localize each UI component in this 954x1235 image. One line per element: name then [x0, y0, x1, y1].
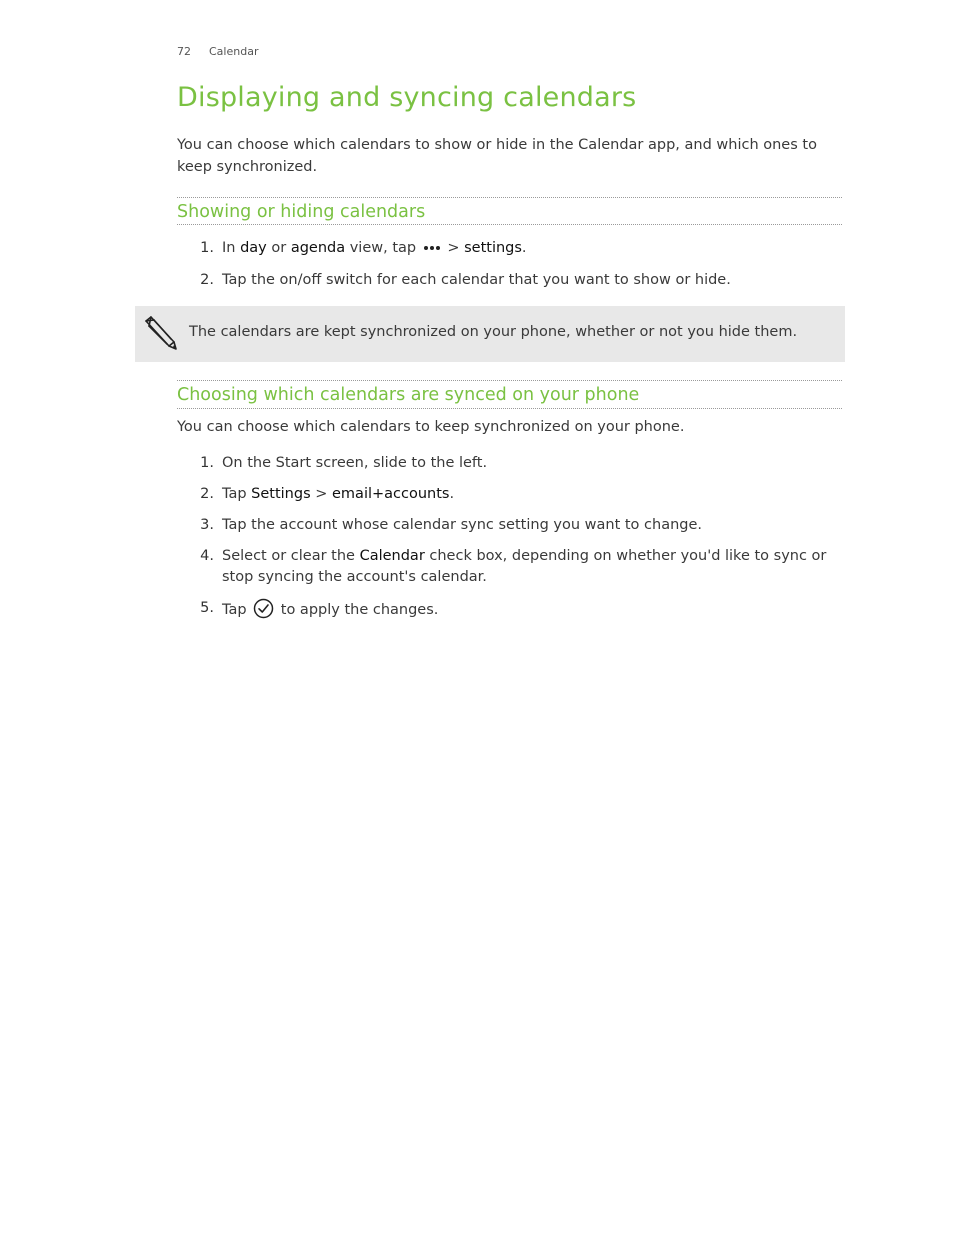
- section-body: You can choose which calendars to keep synchronized on your phone.: [177, 419, 685, 435]
- section-heading-showing-hiding: Showing or hiding calendars: [177, 197, 842, 225]
- term-settings: Settings: [251, 486, 311, 502]
- step-text: Tap: [222, 602, 252, 618]
- step-number: 1.: [200, 240, 214, 256]
- step-text: >: [442, 240, 465, 256]
- steps-list-showing-hiding: [177, 238, 843, 291]
- note-box: [135, 306, 845, 362]
- section-heading-choosing-synced: Choosing which calendars are synced on your phone: [177, 380, 842, 409]
- list-item: [177, 598, 843, 621]
- header-section: Calendar: [209, 45, 259, 58]
- more-dots-icon: [423, 245, 441, 251]
- step-text: .: [521, 240, 527, 256]
- list-item: [177, 546, 843, 588]
- step-text: Tap the on/off switch for each calendar that you want to show or hide.: [222, 272, 731, 288]
- step-number: 2.: [200, 486, 214, 502]
- term-agenda: agenda: [290, 240, 346, 256]
- list-item: [177, 238, 843, 259]
- step-text: Tap: [222, 486, 252, 502]
- page-title: Displaying and syncing calendars: [177, 82, 637, 113]
- step-text: Select or clear the: [222, 548, 360, 564]
- step-number: 5.: [200, 600, 214, 616]
- check-circle-icon: [253, 598, 274, 619]
- intro-paragraph: You can choose which calendars to show or hide in the Calendar app, and which ones to keep synchronized.: [177, 137, 817, 175]
- list-item: [177, 453, 843, 474]
- step-number: 3.: [200, 517, 214, 533]
- step-text: Tap the account whose calendar sync setting you want to change.: [222, 517, 703, 533]
- note-text: The calendars are kept synchronized on your phone, whether or not you hide them.: [189, 324, 798, 340]
- step-text: In: [222, 240, 241, 256]
- list-item: [177, 270, 843, 291]
- step-number: 4.: [200, 548, 214, 564]
- term-day: day: [240, 240, 267, 256]
- step-text: .: [449, 486, 455, 502]
- steps-list-choosing-synced: [177, 453, 843, 621]
- step-text: >: [310, 486, 333, 502]
- step-text: On the Start screen, slide to the left.: [222, 455, 488, 471]
- step-text: view, tap: [345, 240, 421, 256]
- step-text: or: [266, 240, 291, 256]
- step-text: to apply the changes.: [276, 602, 439, 618]
- list-item: [177, 515, 843, 536]
- step-text: check box, depending on whether you'd like to sync or stop syncing the account's calendar.: [222, 548, 827, 585]
- step-number: 2.: [200, 272, 214, 288]
- pencil-icon: [143, 315, 177, 351]
- step-number: 1.: [200, 455, 214, 471]
- term-email-accounts: email+accounts: [332, 486, 450, 502]
- term-calendar: Calendar: [359, 548, 425, 564]
- list-item: [177, 484, 843, 505]
- term-settings: settings: [464, 240, 522, 256]
- page-header: [177, 45, 258, 58]
- page-number: 72: [177, 45, 191, 58]
